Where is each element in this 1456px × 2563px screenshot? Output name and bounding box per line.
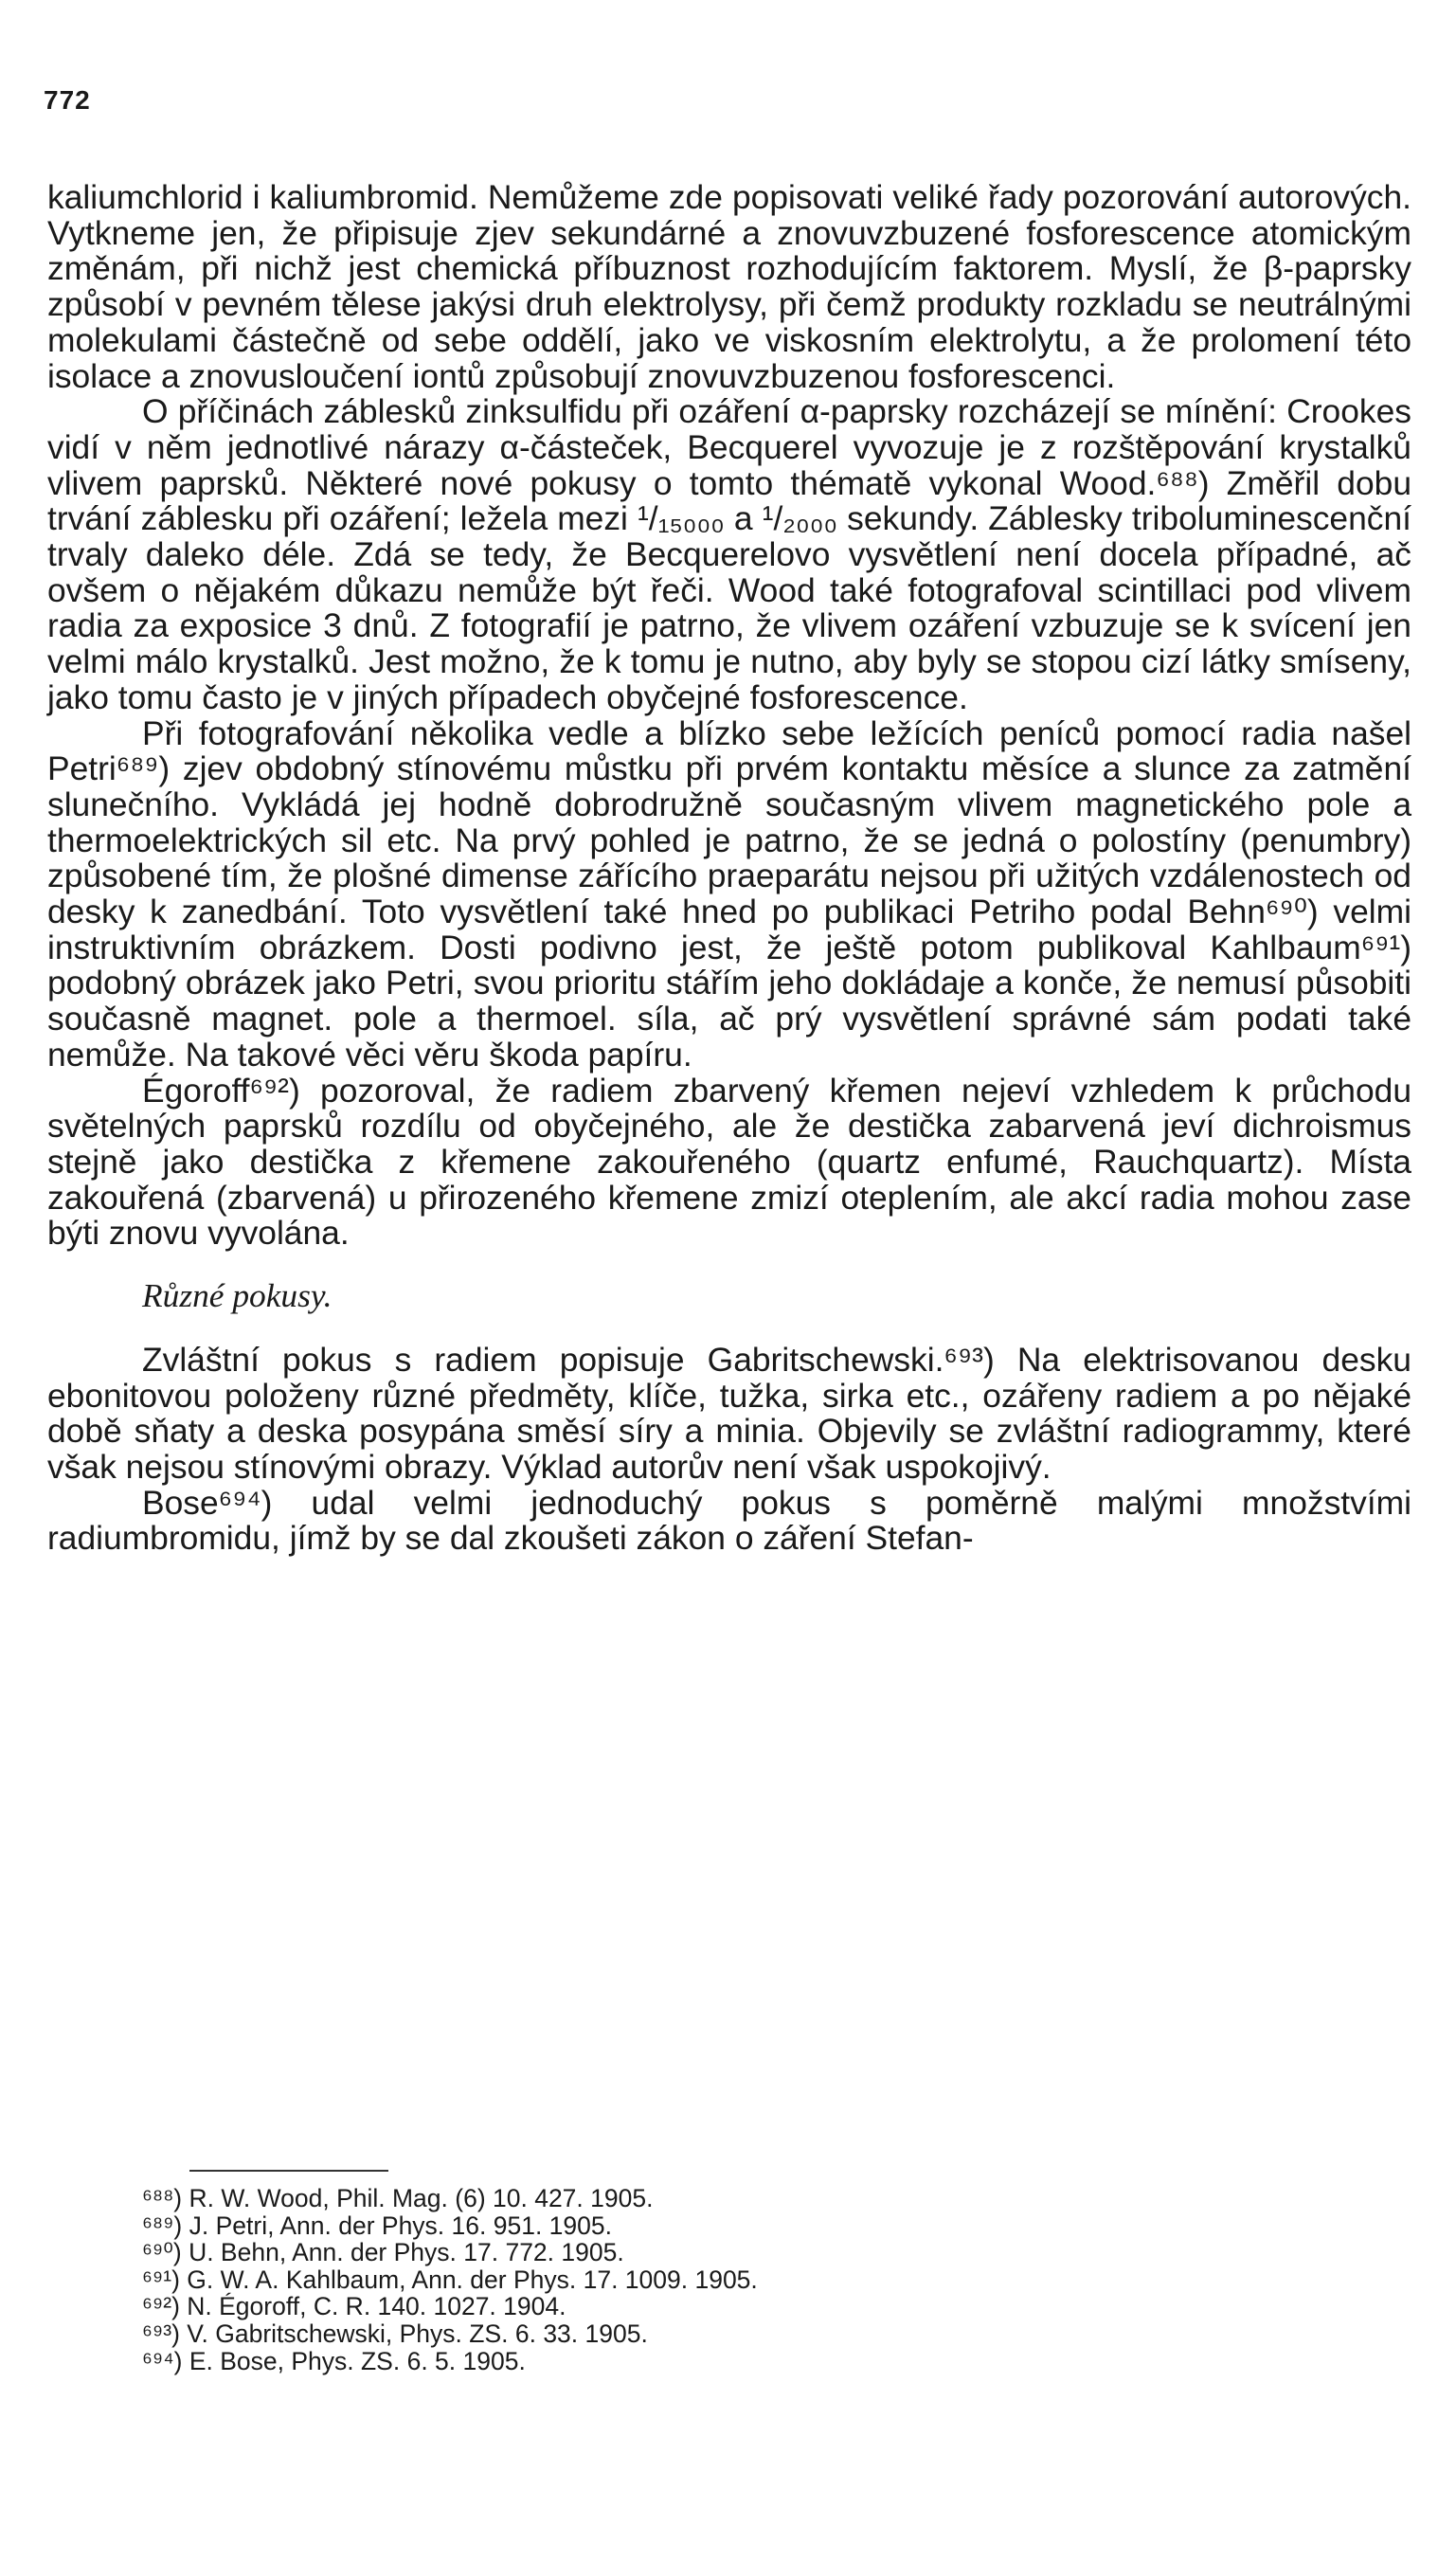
paragraph: Égoroff⁶⁹²) pozoroval, že radiem zbarvený křemen nejeví vzhledem k průchodu světelných paprsků rozdílu od obyčejného, ale že destička zabarvená jeví dichroismus stejně jako destička z křemene zakouřeného (quartz enfumé, Rauchquartz). Místa zakouřená (zbarvená) u přirozeného křemene zmizí oteplením, ale akcí radia mohou zase býti znovu vyvolána. [47,1071,1411,1253]
footnote: ⁶⁸⁸) R. W. Wood, Phil. Mag. (6) 10. 427. 1905. [142,2184,654,2212]
paragraph: O příčinách záblesků zinksulfidu při ozáření α-paprsky rozcházejí se mínění: Crookes vidí v něm jednotlivé nárazy α-částeček, Becquerel vyvozuje je z rozštěpování krystalků vlivem paprsků. Některé nové pokusy o tomto thématě vykonal Wood.⁶⁸⁸) Změřil dobu trvání záblesku při ozáření; ležela mezi ¹/₁₅₀₀₀ a ¹/₂₀₀₀ sekundy. Záblesky triboluminescenční trvaly daleko déle. Zdá se tedy, že Becquerelovo vysvětlení není docela případné, ač ovšem o nějakém důkazu nemůže být řeči. Wood také fotografoval scintillaci pod vlivem radia za exposice 3 dnů. Z fotografií je patrno, že vlivem ozáření vzbuzuje se k svícení jen velmi málo krystalků. Jest možno, že k tomu je nutno, aby byly se stopou cizí látky smíseny, jako tomu často je v jiných případech obyčejné fosforescence. [47,392,1411,716]
footnote: ⁶⁹²) N. Égoroff, C. R. 140. 1027. 1904. [142,2292,566,2321]
paragraph: Při fotografování několika vedle a blízko sebe ležících peníců pomocí radia našel Petri⁶⁸⁹) zjev obdobný stínovému můstku při prvém kontaktu měsíce a slunce za zatmění slunečního. Vykládá jej hodně dobrodružně současným vlivem magnetického pole a thermoelektrických sil etc. Na prvý pohled je patrno, že se jedná o polostíny (penumbry) způsobené tím, že plošné dimense zářícího praeparátu nejsou při užitých vzdálenostech od desky k zanedbání. Toto vysvětlení také hned po publikaci Petriho podal Behn⁶⁹⁰) velmi instruktivním obrázkem. Dosti podivno jest, že ještě potom publikoval Kahlbaum⁶⁹¹) podobný obrázek jako Petri, svou prioritu stářím jeho dokládaje a konče, že nemusí působiti současně magnet. pole a thermoel. síla, ač prý vysvětlení správné sám podati také nemůže. Na takové věci věru škoda papíru. [47,713,1411,1074]
footnote: ⁶⁹³) V. Gabritschewski, Phys. ZS. 6. 33. 1905. [142,2319,648,2348]
body-text [47,180,1411,1557]
page-number: 772 [44,85,91,115]
paragraph: kaliumchlorid i kaliumbromid. Nemůžeme zde popisovati veliké řady pozorování autorových. Vytkneme jen, že připisuje zjev sekundárné a znovuvzbuzené fosforescence atomickým změnám, při nichž jest chemická příbuznost rozhodujícím faktorem. Myslí, že β-paprsky způsobí v pevném tělese jakýsi druh elektrolysy, při čemž produkty rozkladu se neutrálnými molekulami částečně od sebe oddělí, jako ve viskosním elektrolytu, a že prolomení této isolace a znovusloučení iontů způsobují znovuvzbuzenou fosforescenci. [47,178,1411,395]
footnote: ⁶⁹¹) G. W. A. Kahlbaum, Ann. der Phys. 17. 1009. 1905. [142,2265,758,2294]
paragraph: Bose⁶⁹⁴) udal velmi jednoduchý pokus s poměrně malými množstvími radiumbromidu, jímž by se dal zkoušeti zákon o záření Stefan- [47,1483,1411,1558]
footnote: ⁶⁹⁰) U. Behn, Ann. der Phys. 17. 772. 1905. [142,2238,624,2267]
paragraph: Zvláštní pokus s radiem popisuje Gabritschewski.⁶⁹³) Na elektrisovanou desku ebonitovou položeny různé předměty, klíče, tužka, sirka etc., ozářeny radiem a po nějaké době sňaty a deska posypána směsí síry a minia. Objevily se zvláštní radiogrammy, které však nejsou stínovými obrazy. Výklad autorův není však uspokojivý. [47,1340,1411,1486]
section-heading: Různé pokusy. [142,1276,333,1315]
footnotes [142,2185,1374,2374]
footnote-divider [189,2170,388,2172]
footnote: ⁶⁹⁴) E. Bose, Phys. ZS. 6. 5. 1905. [142,2346,526,2375]
footnote: ⁶⁸⁹) J. Petri, Ann. der Phys. 16. 951. 1905. [142,2211,612,2240]
